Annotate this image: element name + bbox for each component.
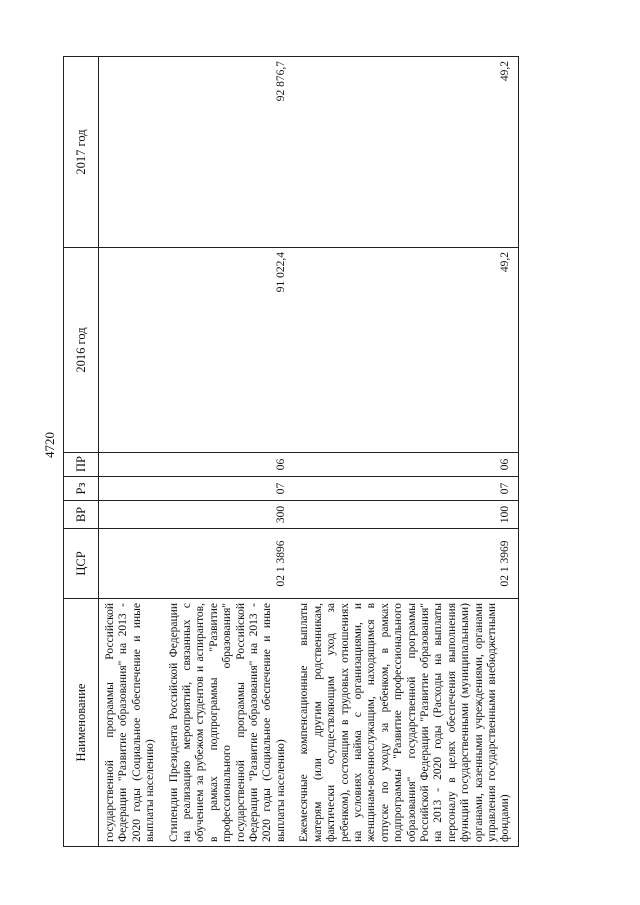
table-row <box>163 57 294 847</box>
table-row <box>293 57 518 847</box>
row-2016: 49,2 <box>293 248 518 453</box>
row-rz: 07 <box>293 477 518 501</box>
row-vr: 300 <box>163 501 294 529</box>
header-2017: 2017 год <box>64 57 99 248</box>
header-rz: Рз <box>64 477 99 501</box>
budget-table <box>63 56 519 847</box>
row-csr <box>99 529 163 599</box>
budget-table-rotated <box>63 57 573 847</box>
header-pr: ПР <box>64 453 99 477</box>
row-pr <box>99 453 163 477</box>
row-vr <box>99 501 163 529</box>
row-rz: 07 <box>163 477 294 501</box>
row-pr: 06 <box>293 453 518 477</box>
row-name: Стипендии Президента Российской Федерации на реализацию мероприятий, связанных с обучением за рубежом студентов и аспирантов, в рамках подпрограммы "Развитие профессионального образования" государственной программы Российской Федерации "Развитие образования" на 2013 - 2020 годы (Социальное обеспечение и иные выплаты населению) <box>163 599 294 847</box>
row-2016 <box>99 248 163 453</box>
row-name: государственной программы Российской Федерации "Развитие образования" на 2013 - 2020 годы (Социальное обеспечение и иные выплаты населению) <box>99 599 163 847</box>
row-2017: 92 876,7 <box>163 57 294 248</box>
row-2016: 91 022,4 <box>163 248 294 453</box>
table-row <box>99 57 163 847</box>
table-header <box>64 57 99 847</box>
row-csr: 02 1 3969 <box>293 529 518 599</box>
row-2017 <box>99 57 163 248</box>
header-vr: ВР <box>64 501 99 529</box>
header-csr: ЦСР <box>64 529 99 599</box>
row-rz <box>99 477 163 501</box>
row-name: Ежемесячные компенсационные выплаты матерям (или другим родственникам, фактически осуществляющим уход за ребенком), состоящим в трудовых отношениях на условиях найма с организациями, и женщинам-военнослужащим, находящимся в отпуске по уходу за ребенком, в рамках подпрограммы "Развитие профессионального образования" государственной программы Российской Федерации "Развитие образования" на 2013 - 2020 годы (Расходы на выплаты персоналу в целях обеспечения выполнения функций государственными (муниципальными) органами, казенными учреждениями, органами управления государственными внебюджетными фондами) <box>293 599 518 847</box>
row-pr: 06 <box>163 453 294 477</box>
page-number: 4720 <box>42 432 57 458</box>
row-csr: 02 1 3896 <box>163 529 294 599</box>
header-name: Наименование <box>64 599 99 847</box>
row-2017: 49,2 <box>293 57 518 248</box>
header-2016: 2016 год <box>64 248 99 453</box>
row-vr: 100 <box>293 501 518 529</box>
